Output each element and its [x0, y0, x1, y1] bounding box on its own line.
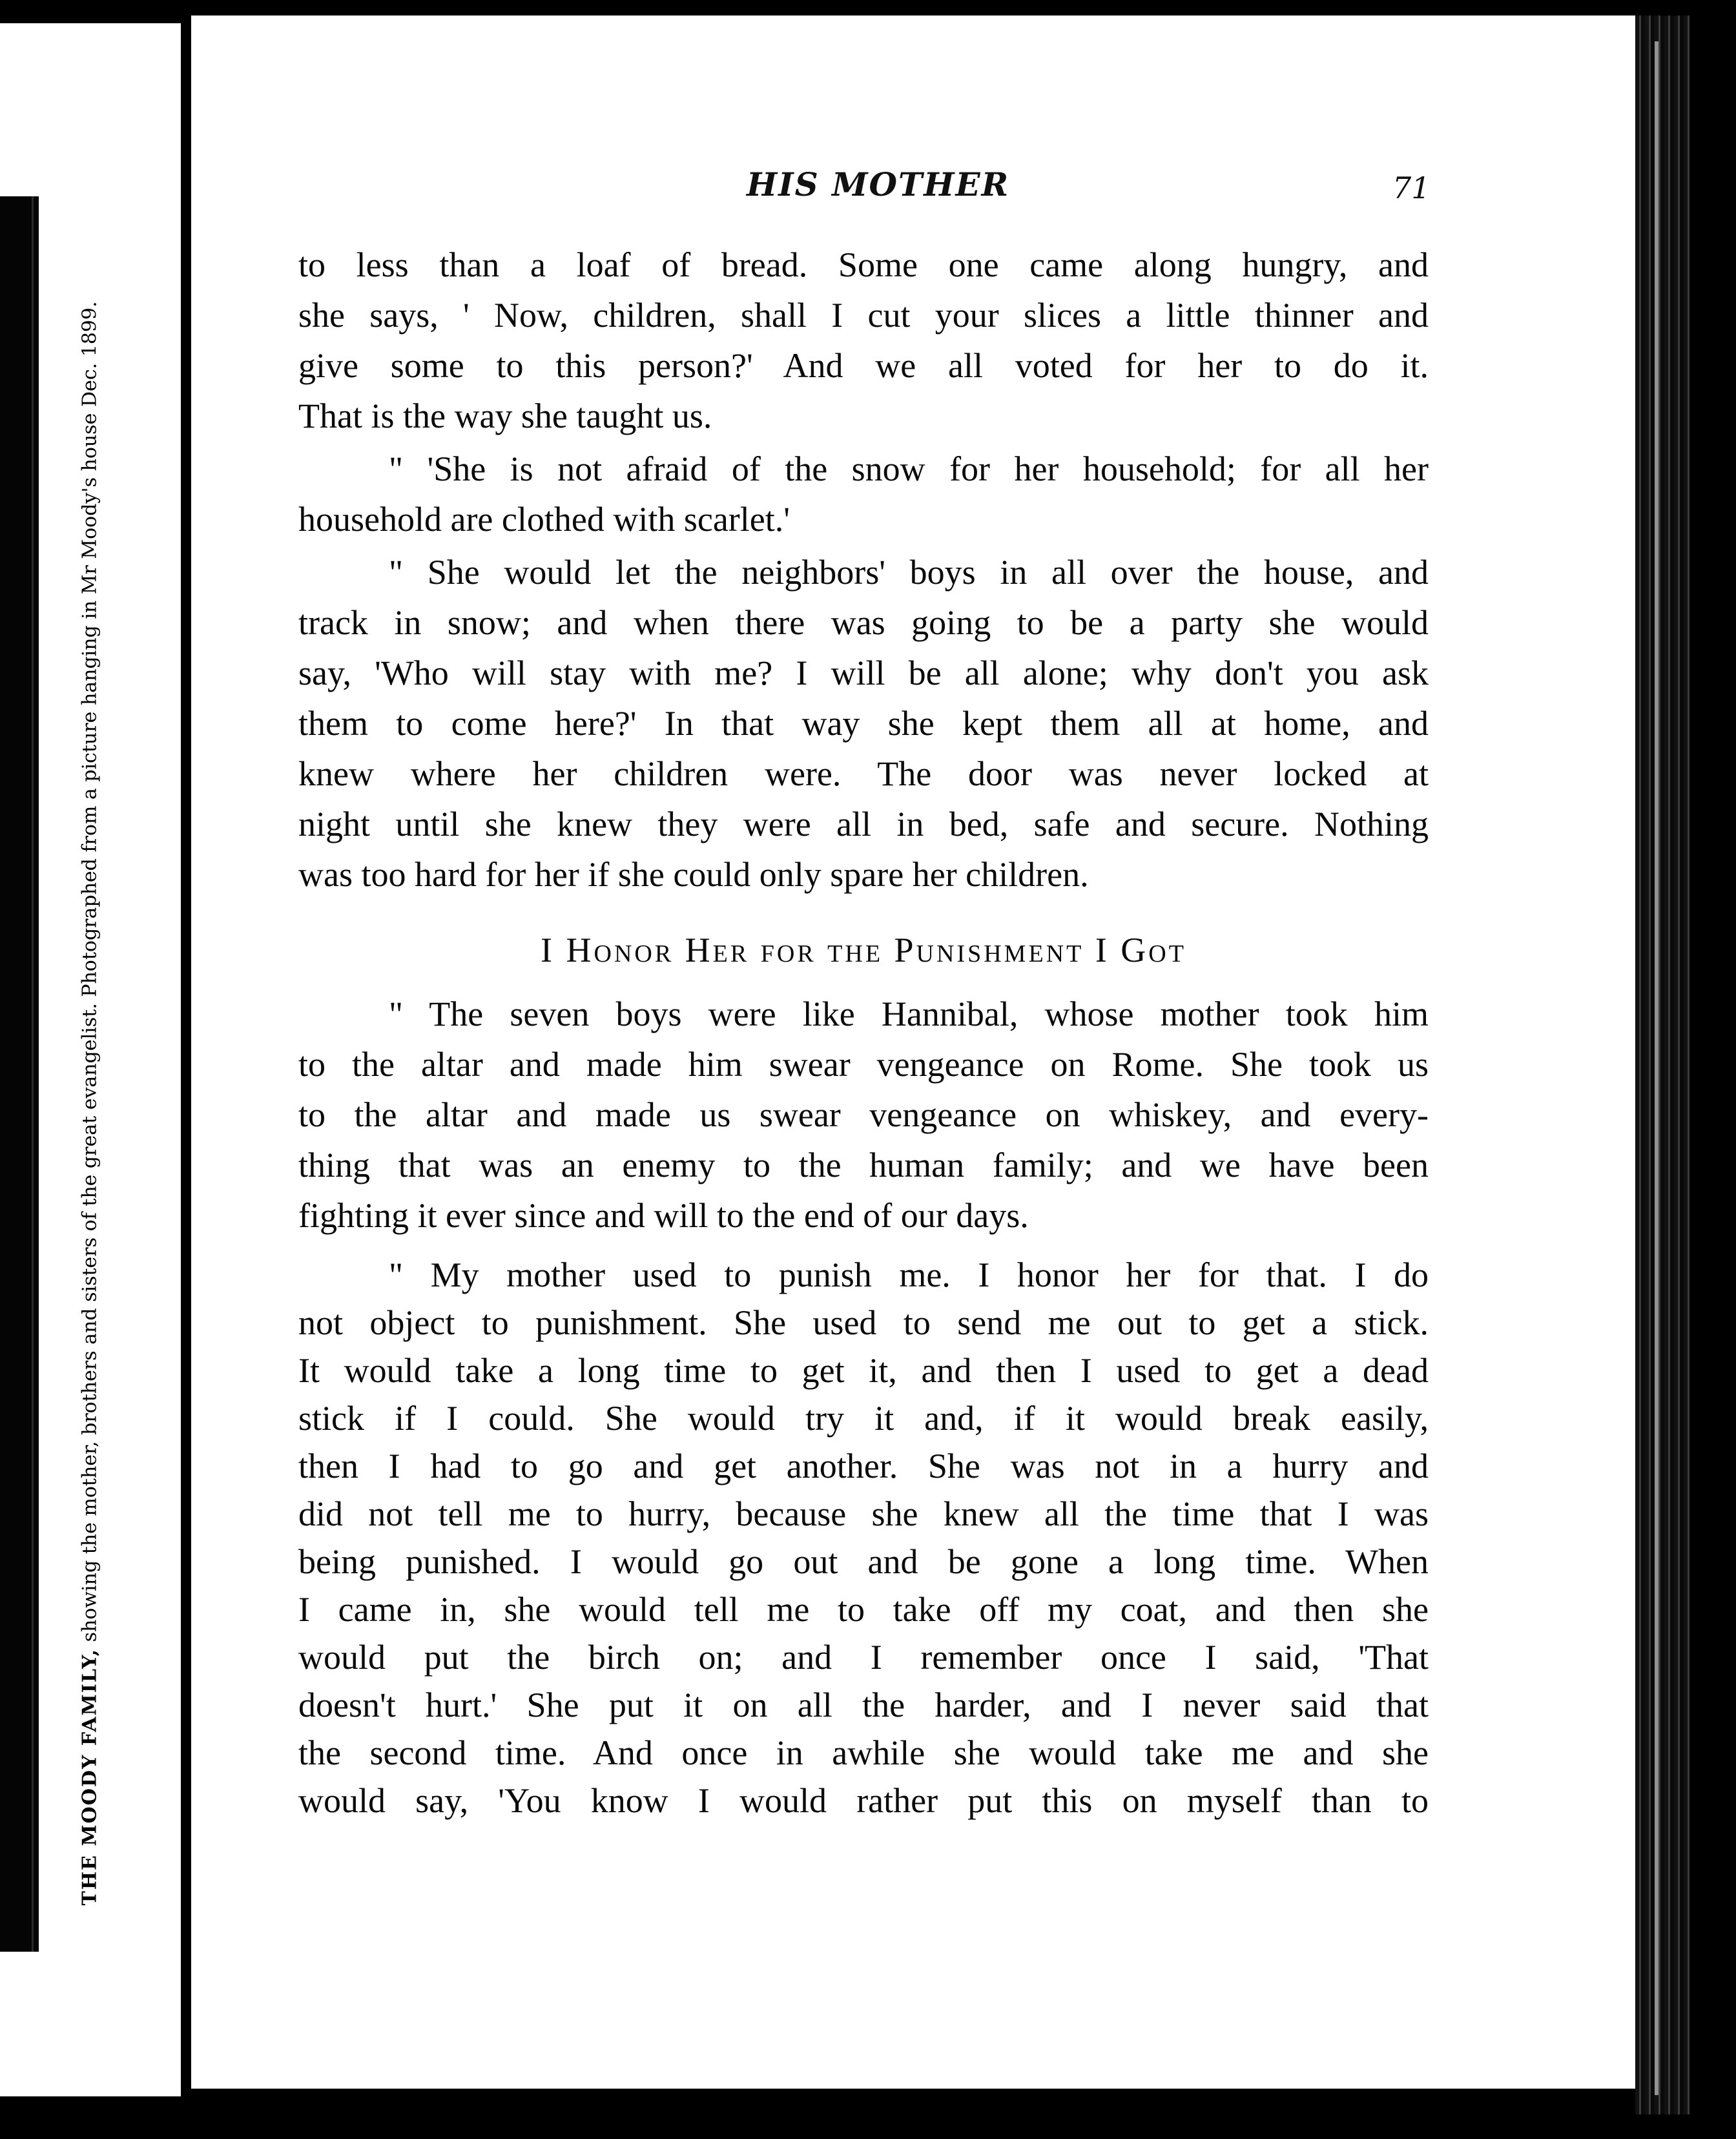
plate-caption-text [79, 301, 101, 1905]
text-line: track in snow; and when there was going to be a party she would [298, 603, 1429, 642]
caption-body: showing the mother, brothers and sisters of the great evangelist. Photographed from a picture hanging in Mr Moody's house Dec. 1899. [78, 300, 101, 1642]
text-line: " My mother used to punish me. I honor her for that. I do [389, 1256, 1429, 1294]
text-line: them to come here?' In that way she kept them all at home, and [298, 704, 1429, 743]
text-line: night until she knew they were all in bed, safe and secure. Nothing [298, 805, 1429, 843]
text-line: then I had to go and get another. She was not in a hurry and [298, 1447, 1429, 1485]
text-line: was too hard for her if she could only spare her children. [298, 855, 1089, 894]
text-line: " The seven boys were like Hannibal, whose mother took him [389, 995, 1429, 1033]
text-line: she says, ' Now, children, shall I cut your slices a little thinner and [298, 296, 1429, 335]
text-line: being punished. I would go out and be gone a long time. When [298, 1542, 1429, 1581]
facing-page-strip [0, 23, 181, 2096]
text-line: I came in, she would tell me to take off my coat, and then she [298, 1590, 1429, 1629]
text-line: say, 'Who will stay with me? I will be all alone; why don't you ask [298, 654, 1429, 692]
text-line: the second time. And once in awhile she would take me and she [298, 1733, 1429, 1772]
text-line: household are clothed with scarlet.' [298, 500, 790, 539]
text-line: not object to punishment. She used to send me out to get a stick. [298, 1303, 1429, 1342]
text-line: thing that was an enemy to the human family; and we have been [298, 1146, 1429, 1184]
text-line: did not tell me to hurry, because she knew all the time that I was [298, 1494, 1429, 1533]
text-line: give some to this person?' And we all voted for her to do it. [298, 346, 1429, 385]
section-subheading: I Honor Her for the Punishment I Got [541, 931, 1186, 969]
text-line: doesn't hurt.' She put it on all the harder, and I never said that [298, 1686, 1429, 1724]
text-line: It would take a long time to get it, and then I used to get a dead [298, 1351, 1429, 1390]
text-line: would put the birch on; and I remember once I said, 'That [298, 1638, 1429, 1677]
page-edges [1635, 16, 1690, 2114]
text-line: to the altar and made us swear vengeance on whiskey, and every- [298, 1095, 1429, 1134]
page-number: 71 [1392, 170, 1431, 205]
text-line: " She would let the neighbors' boys in all over the house, and [389, 553, 1429, 592]
text-line: That is the way she taught us. [298, 397, 712, 435]
photo-plate-edge [0, 196, 39, 1952]
plate-caption [76, 283, 103, 1923]
running-head: HIS MOTHER [747, 165, 1010, 203]
text-line: would say, 'You know I would rather put this on myself than to [298, 1781, 1429, 1820]
text-line: stick if I could. She would try it and, if it would break easily, [298, 1399, 1429, 1438]
text-line: fighting it ever since and will to the end of our days. [298, 1196, 1029, 1235]
text-line: knew where her children were. The door was never locked at [298, 754, 1429, 793]
text-line: " 'She is not afraid of the snow for her household; for all her [389, 450, 1429, 488]
text-line: to the altar and made him swear vengeance on Rome. She took us [298, 1045, 1429, 1084]
book-gutter [181, 0, 191, 2139]
text-line: to less than a loaf of bread. Some one came along hungry, and [298, 245, 1429, 284]
caption-title: THE MOODY FAMILY, [78, 1648, 101, 1906]
